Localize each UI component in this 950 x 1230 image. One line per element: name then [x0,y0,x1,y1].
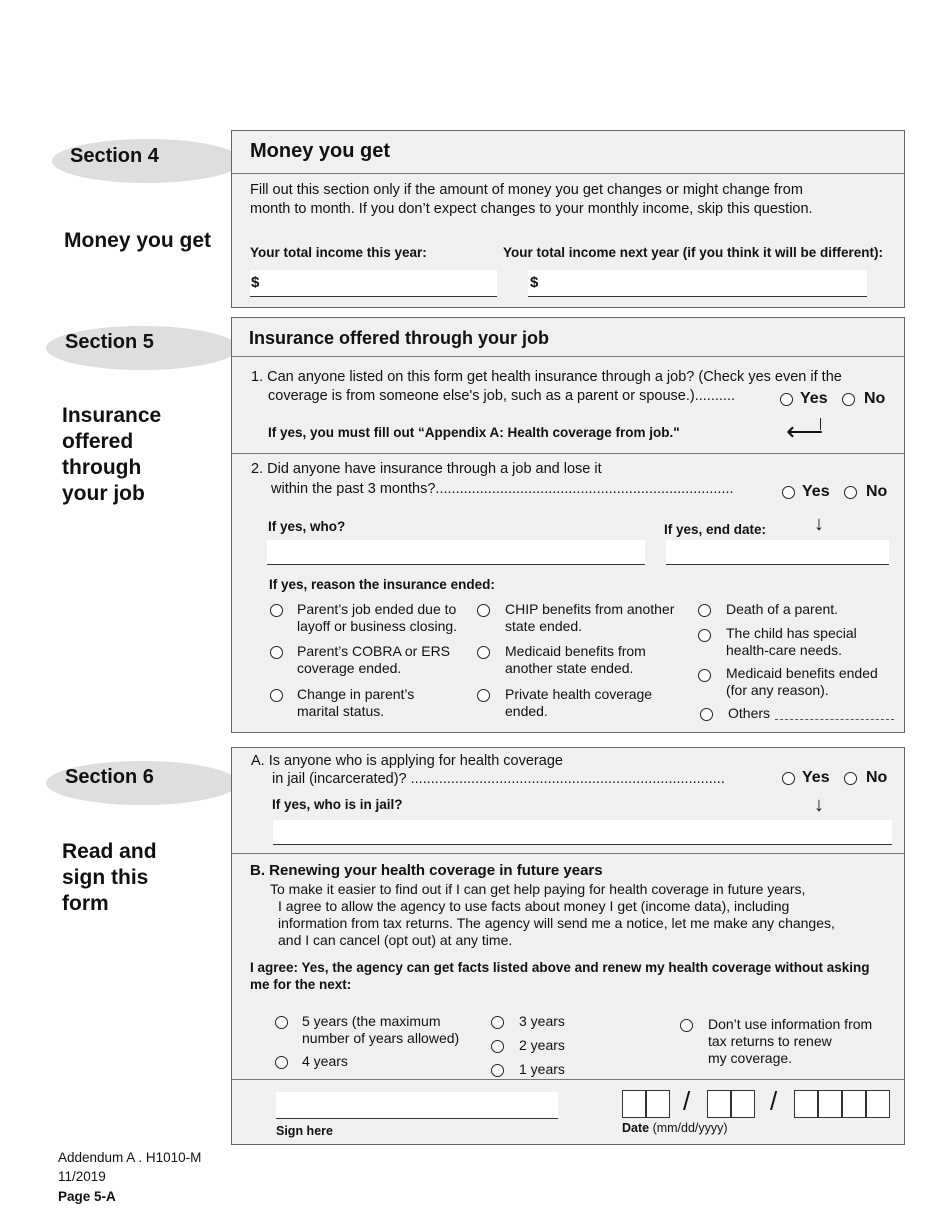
q2-line2: within the past 3 months?.......................................................................... [271,481,734,497]
date-year-digit-3[interactable] [842,1090,866,1118]
reason-cobra-radio[interactable] [270,646,283,659]
reason-medicaid-other-state-radio[interactable] [477,646,490,659]
renewal-text-line3: information from tax returns. The agency will send me a notice, let me make any changes, [278,915,835,931]
section-5-box-title: Insurance offered through your job [249,328,550,348]
years-3-radio[interactable] [491,1016,504,1029]
q2-yes-label: Yes [802,483,830,500]
years-4-radio[interactable] [275,1056,288,1069]
q1-line1: 1. Can anyone listed on this form get health insurance through a job? (Check yes even if the [251,369,842,385]
reason-chip-radio[interactable] [477,604,490,617]
section-4-label: Section 4 [70,145,159,167]
return-arrow-hook [820,418,821,430]
renewal-text-line2: I agree to allow the agency to use facts about money I get (income data), including [278,898,790,914]
q2-line1: 2. Did anyone have insurance through a job and lose it [251,461,602,477]
q2-no-label: No [866,483,888,500]
reason-death-radio[interactable] [698,604,711,617]
reason-layoff-label: Parent’s job ended due to layoff or business closing. [297,601,458,634]
date-label: Date (mm/dd/yyyy) [622,1121,728,1135]
sign-here-label: Sign here [276,1124,333,1138]
years-4-label: 4 years [302,1053,348,1069]
reason-marital-label: Change in parent’s marital status. [297,686,415,719]
date-year-digit-4[interactable] [866,1090,890,1118]
reason-special-needs-label: The child has special health-care needs. [726,625,857,658]
form-id: Addendum A . H1010-M [58,1150,202,1165]
section-4-box [231,130,905,308]
reason-death-label: Death of a parent. [726,601,839,617]
section-6-side-title: Read and sign this form [62,840,157,915]
q1-yes-radio[interactable] [780,393,793,406]
return-arrow-icon: ⟵ [786,416,824,446]
income-next-year-field[interactable] [528,270,867,297]
years-1-label: 1 years [519,1061,565,1077]
who-label: If yes, who? [268,519,346,534]
years-2-radio[interactable] [491,1040,504,1053]
q1-yes-label: Yes [800,390,828,407]
reason-medicaid-ended-label: Medicaid benefits ended (for any reason). [726,665,878,698]
income-this-year-field[interactable] [250,270,497,297]
q2-no-radio[interactable] [844,486,857,499]
date-month-digit-2[interactable] [646,1090,670,1118]
qa-line1: A. Is anyone who is applying for health coverage [251,753,563,769]
q1-note: If yes, you must fill out “Appendix A: Health coverage from job." [268,425,680,440]
income-this-year-label: Your total income this year: [250,245,427,260]
years-5-radio[interactable] [275,1016,288,1029]
arrow-down-icon: ↓ [814,794,824,816]
jail-label: If yes, who is in jail? [272,797,403,812]
dollar-sign: $ [530,274,539,291]
date-day-digit-2[interactable] [731,1090,755,1118]
reason-chip-label: CHIP benefits from another state ended. [505,601,675,634]
qa-line2: in jail (incarcerated)? .............................................................................. [272,771,725,787]
form-date: 11/2019 [58,1169,106,1184]
dont-use-label: Don’t use information from tax returns to renew my coverage. [708,1016,873,1066]
q1-no-radio[interactable] [842,393,855,406]
date-slash: / [770,1086,778,1116]
date-year-digit-1[interactable] [794,1090,818,1118]
reason-cobra-label: Parent’s COBRA or ERS coverage ended. [297,643,451,676]
q1-no-label: No [864,390,886,407]
section-4-box-title: Money you get [250,140,391,162]
arrow-down-icon: ↓ [814,513,824,535]
years-2-label: 2 years [519,1037,565,1053]
section-4-side-title: Money you get [64,229,212,252]
end-date-label: If yes, end date: [664,522,767,537]
years-1-radio[interactable] [491,1064,504,1077]
date-month-digit-1[interactable] [622,1090,646,1118]
dollar-sign: $ [251,274,260,291]
reason-marital-radio[interactable] [270,689,283,702]
date-year-digit-2[interactable] [818,1090,842,1118]
section-5-label: Section 5 [65,331,154,353]
section-6-box [231,747,905,1145]
years-3-label: 3 years [519,1013,565,1029]
reason-medicaid-ended-radio[interactable] [698,669,711,682]
section-4-intro-line1: Fill out this section only if the amount of money you get changes or might change from [250,182,803,198]
reason-others-label: Others [728,705,771,721]
reason-medicaid-other-state-label: Medicaid benefits from another state ended. [505,643,646,676]
renewal-text-line4: and I can cancel (opt out) at any time. [278,932,513,948]
q2-yes-radio[interactable] [782,486,795,499]
date-slash: / [683,1086,691,1116]
jail-who-field[interactable] [273,820,892,845]
section-6-label: Section 6 [65,766,154,788]
date-day-digit-1[interactable] [707,1090,731,1118]
agree-line1: I agree: Yes, the agency can get facts listed above and renew my health coverage without asking [250,960,870,975]
section-5-box [231,317,905,733]
years-5-label: 5 years (the maximum number of years allowed) [302,1013,460,1046]
renewal-text-line1: To make it easier to find out if I can get help paying for health coverage in future years, [270,881,806,897]
qa-no-label: No [866,769,888,786]
reason-layoff-radio[interactable] [270,604,283,617]
q1-line2: coverage is from someone else's job, such as a parent or spouse.).......... [268,388,735,404]
reason-private-label: Private health coverage ended. [505,686,653,719]
who-field[interactable] [267,540,645,565]
reason-special-needs-radio[interactable] [698,629,711,642]
section-4-intro-line2: month to month. If you don’t expect changes to your monthly income, skip this question. [250,201,813,217]
section-5-side-title: Insurance offered through your job [62,404,162,505]
reason-private-radio[interactable] [477,689,490,702]
reason-others-radio[interactable] [700,708,713,721]
reason-label: If yes, reason the insurance ended: [269,577,495,592]
dont-use-radio[interactable] [680,1019,693,1032]
page-number: Page 5-A [58,1189,116,1204]
agree-line2: me for the next: [250,977,352,992]
qa-no-radio[interactable] [844,772,857,785]
end-date-field[interactable] [666,540,889,565]
others-field[interactable] [775,719,894,720]
renewal-title: B. Renewing your health coverage in future years [250,862,603,879]
signature-field[interactable] [276,1092,558,1119]
qa-yes-label: Yes [802,769,830,786]
qa-yes-radio[interactable] [782,772,795,785]
income-next-year-label: Your total income next year (if you think it will be different): [503,245,884,260]
